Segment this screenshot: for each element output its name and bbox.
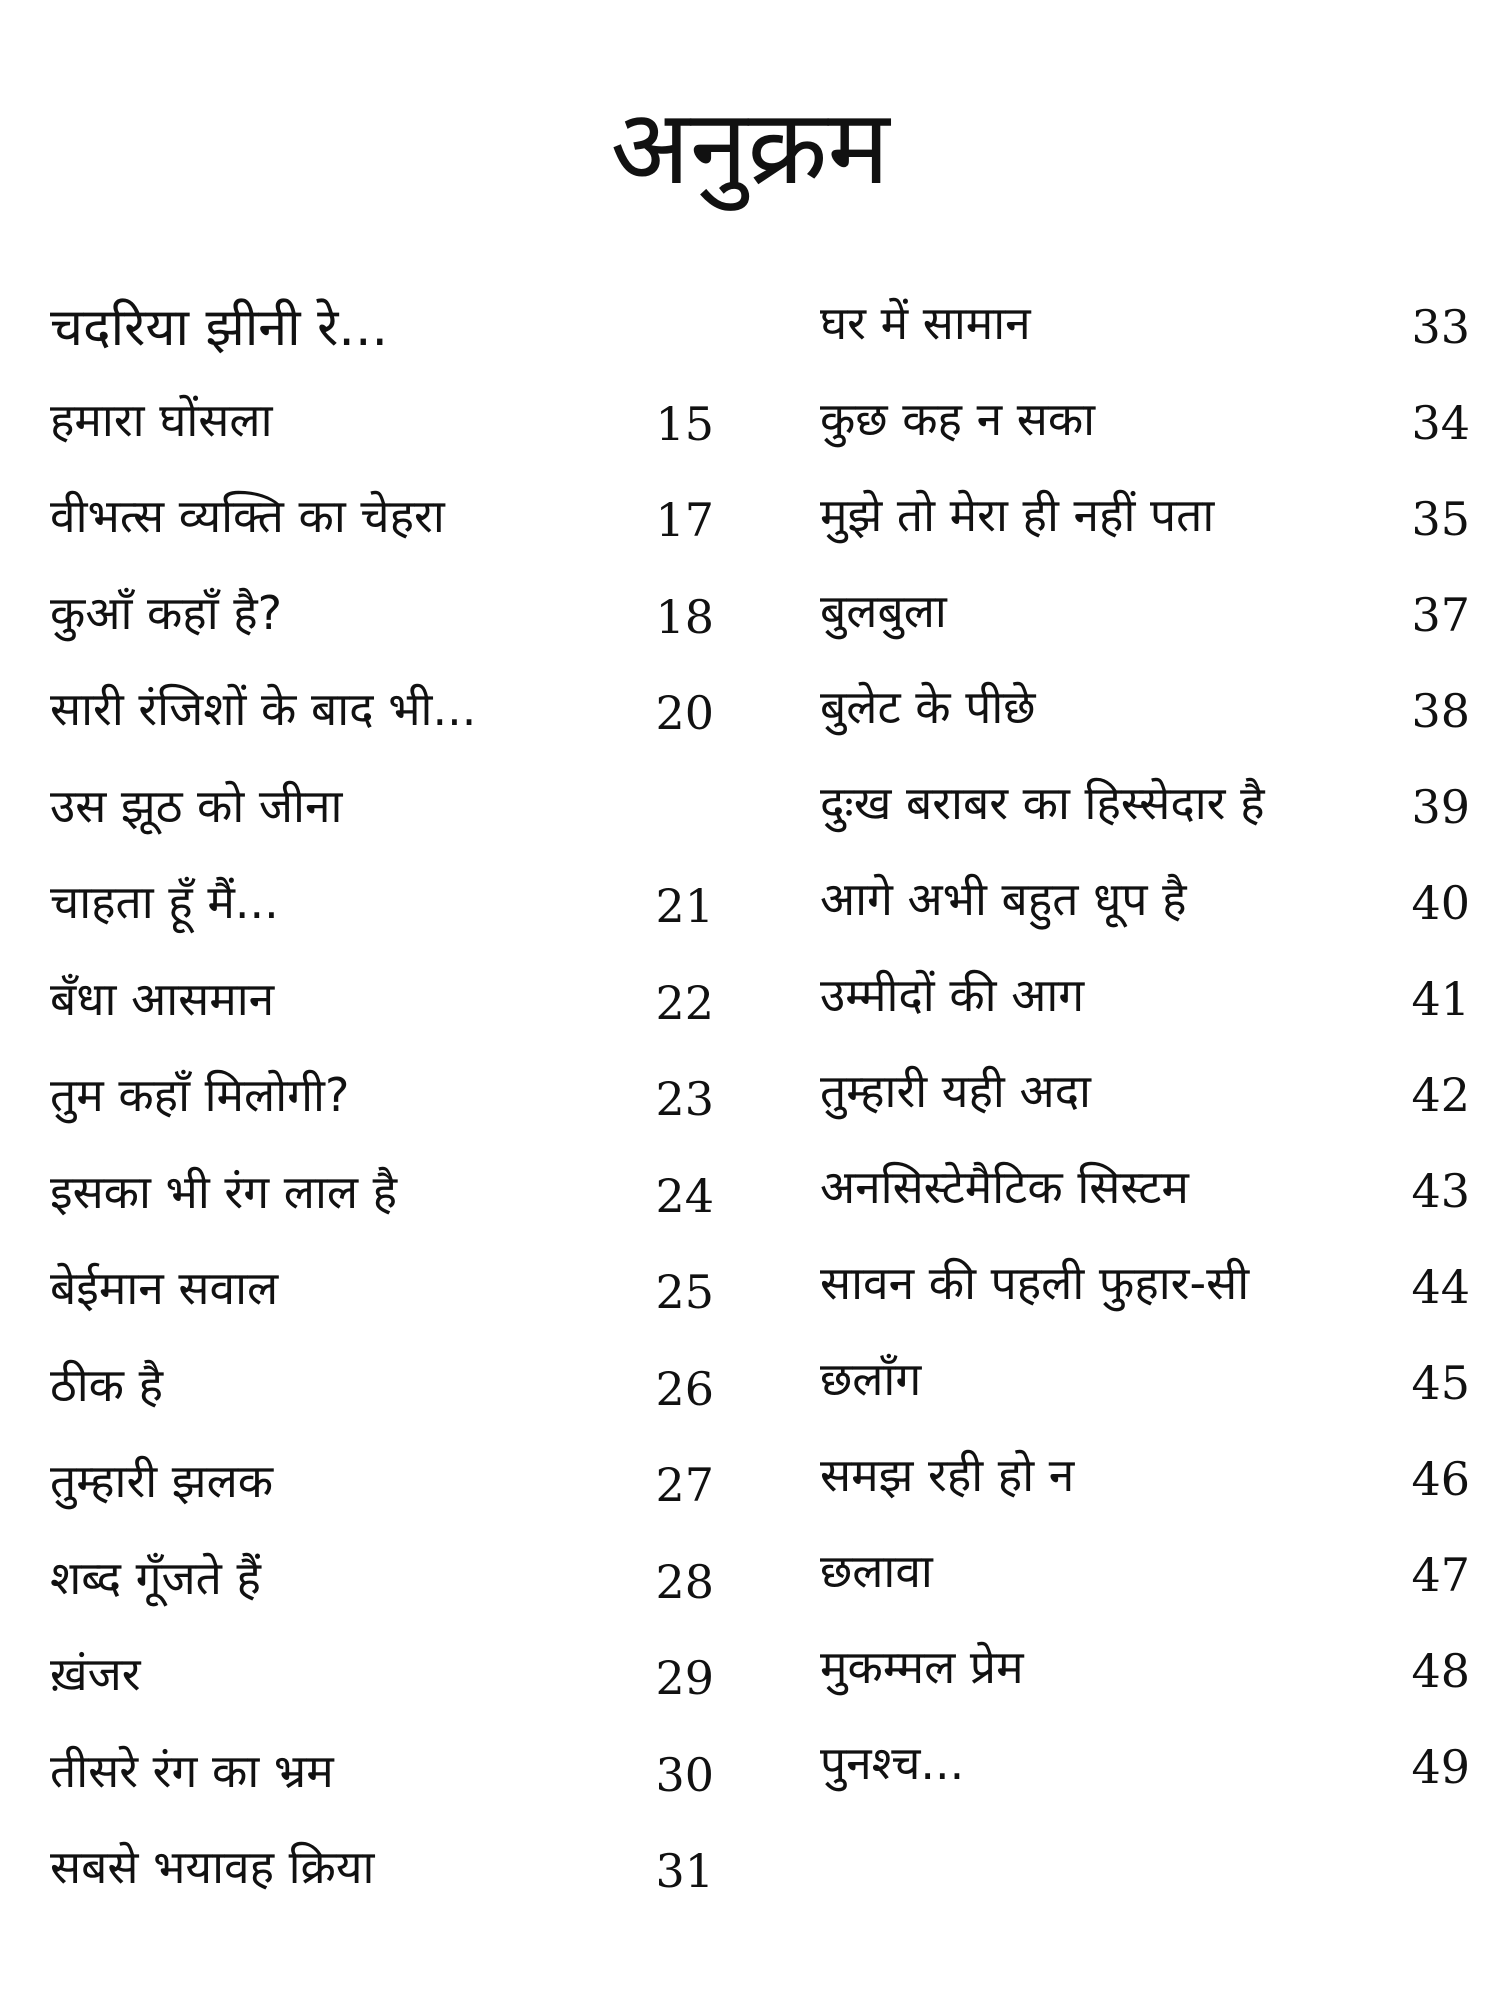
toc-entry xyxy=(50,1454,714,1555)
toc-entry-page: 21 xyxy=(655,879,714,933)
toc-entry-page: 35 xyxy=(1411,492,1470,546)
toc-entry-title: बँधा आसमान xyxy=(50,971,275,1026)
toc-entry xyxy=(820,872,1470,972)
toc-entry xyxy=(50,489,714,590)
toc-entry-title: चाहता हूँ मैं... xyxy=(50,875,279,929)
toc-entry-page: 20 xyxy=(655,686,714,740)
toc-entry-title: कुआँ कहाँ है? xyxy=(50,585,283,640)
toc-entry xyxy=(820,968,1470,1068)
toc-entry-title: ठीक है xyxy=(50,1357,164,1412)
toc-entry-page: 41 xyxy=(1411,972,1470,1026)
toc-entry-title: समझ रही हो न xyxy=(820,1448,1075,1502)
toc-entry-title: पुनश्च... xyxy=(820,1736,965,1790)
toc-entry-title: तुम कहाँ मिलोगी? xyxy=(50,1068,350,1122)
toc-entry-page: 25 xyxy=(655,1265,714,1319)
toc-entry-title: कुछ कह न सका xyxy=(820,392,1096,446)
toc-left-column xyxy=(50,298,714,1941)
toc-entry-page: 34 xyxy=(1411,396,1470,450)
toc-entry-title: चदरिया झीनी रे... xyxy=(50,298,389,358)
toc-entry xyxy=(50,682,714,783)
toc-entry xyxy=(820,584,1470,684)
toc-entry-title: बुलबुला xyxy=(820,584,947,638)
toc-entry xyxy=(50,778,710,880)
toc-entry-title: तुम्हारी यही अदा xyxy=(820,1064,1091,1118)
toc-entry-page: 42 xyxy=(1411,1068,1470,1122)
toc-entry-title: हमारा घोंसला xyxy=(50,392,273,447)
toc-entry xyxy=(820,1640,1470,1740)
toc-entry xyxy=(820,488,1470,588)
toc-entry xyxy=(50,585,714,687)
toc-entry-page: 38 xyxy=(1411,684,1470,738)
toc-entry xyxy=(820,1064,1470,1164)
toc-entry-title: छलावा xyxy=(820,1544,933,1598)
toc-entry-title: ख़ंजर xyxy=(50,1647,141,1701)
toc-section-heading xyxy=(50,300,710,397)
toc-entry-page: 47 xyxy=(1411,1548,1470,1602)
toc-entry-title: सारी रंजिशों के बाद भी... xyxy=(50,682,477,736)
toc-entry-title: तीसरे रंग का भ्रम xyxy=(50,1743,334,1798)
toc-entry-title: वीभत्स व्यक्ति का चेहरा xyxy=(50,489,445,543)
toc-entry-title: मुझे तो मेरा ही नहीं पता xyxy=(820,488,1215,542)
toc-entry xyxy=(820,1544,1470,1644)
toc-entry xyxy=(50,1743,714,1845)
toc-entry-page: 39 xyxy=(1411,780,1470,834)
toc-entry-page: 15 xyxy=(655,396,714,451)
toc-entry xyxy=(50,1357,714,1459)
toc-entry-page: 22 xyxy=(655,975,714,1030)
toc-entry-title: अनसिस्टेमैटिक सिस्टम xyxy=(820,1160,1189,1214)
toc-entry-page: 43 xyxy=(1411,1164,1470,1218)
toc-entry-page: 48 xyxy=(1411,1644,1470,1698)
toc-entry-title: उम्मीदों की आग xyxy=(820,968,1085,1022)
toc-entry xyxy=(50,1840,714,1941)
toc-entry-page: 46 xyxy=(1411,1452,1470,1506)
toc-entry-page: 18 xyxy=(655,589,714,644)
toc-entry xyxy=(820,1160,1470,1260)
toc-entry-page: 29 xyxy=(655,1651,714,1705)
toc-entry-title: सबसे भयावह क्रिया xyxy=(50,1840,375,1894)
toc-entry xyxy=(50,971,714,1073)
toc-entry-page: 45 xyxy=(1411,1356,1470,1410)
toc-entry xyxy=(820,1448,1470,1548)
toc-entry xyxy=(50,1164,714,1266)
toc-entry xyxy=(50,875,714,976)
toc-entry-title: छलाँग xyxy=(820,1352,922,1406)
toc-entry-title: मुकम्मल प्रेम xyxy=(820,1640,1024,1694)
toc-entry-page: 30 xyxy=(655,1747,714,1802)
toc-entry xyxy=(50,1550,714,1652)
toc-entry xyxy=(50,392,714,494)
toc-entry-page: 40 xyxy=(1411,876,1470,930)
toc-entry-title: शब्द गूँजते हैं xyxy=(50,1550,261,1605)
toc-entry-page: 23 xyxy=(655,1072,714,1126)
toc-entry-page: 17 xyxy=(655,493,714,547)
toc-entry-page: 33 xyxy=(1411,300,1470,354)
toc-entry-title: उस झूठ को जीना xyxy=(50,778,343,833)
toc-entry-title: दुःख बराबर का हिस्सेदार है xyxy=(820,776,1265,830)
toc-entry-title: बुलेट के पीछे xyxy=(820,680,1036,734)
toc-entry-title: घर में सामान xyxy=(820,296,1031,350)
toc-entry-page: 26 xyxy=(655,1361,714,1416)
toc-entry-page: 31 xyxy=(655,1844,714,1898)
toc-entry-title: बेईमान सवाल xyxy=(50,1261,279,1315)
toc-entry xyxy=(820,680,1470,780)
toc-entry-page: 24 xyxy=(655,1168,714,1223)
toc-entry xyxy=(820,392,1470,492)
toc-entry-page: 27 xyxy=(655,1458,714,1512)
toc-entry xyxy=(820,1256,1470,1356)
toc-entry-page: 44 xyxy=(1411,1260,1470,1314)
toc-entry-title: इसका भी रंग लाल है xyxy=(50,1164,398,1219)
toc-entry-page: 49 xyxy=(1411,1740,1470,1794)
toc-entry xyxy=(50,1647,714,1748)
toc-entry-title: तुम्हारी झलक xyxy=(50,1454,274,1508)
toc-entry-page: 28 xyxy=(655,1554,714,1609)
toc-entry xyxy=(820,296,1470,396)
toc-entry xyxy=(820,776,1470,876)
toc-entry xyxy=(50,1068,714,1169)
toc-entry xyxy=(50,1261,714,1362)
toc-entry-title: आगे अभी बहुत धूप है xyxy=(820,872,1187,926)
toc-entry-title: सावन की पहली फुहार-सी xyxy=(820,1256,1250,1310)
page-title: अनुक्रम xyxy=(610,86,890,208)
toc-entry-page: 37 xyxy=(1411,588,1470,642)
toc-entry xyxy=(820,1736,1470,1836)
toc-right-column xyxy=(820,296,1470,1836)
toc-entry xyxy=(820,1352,1470,1452)
